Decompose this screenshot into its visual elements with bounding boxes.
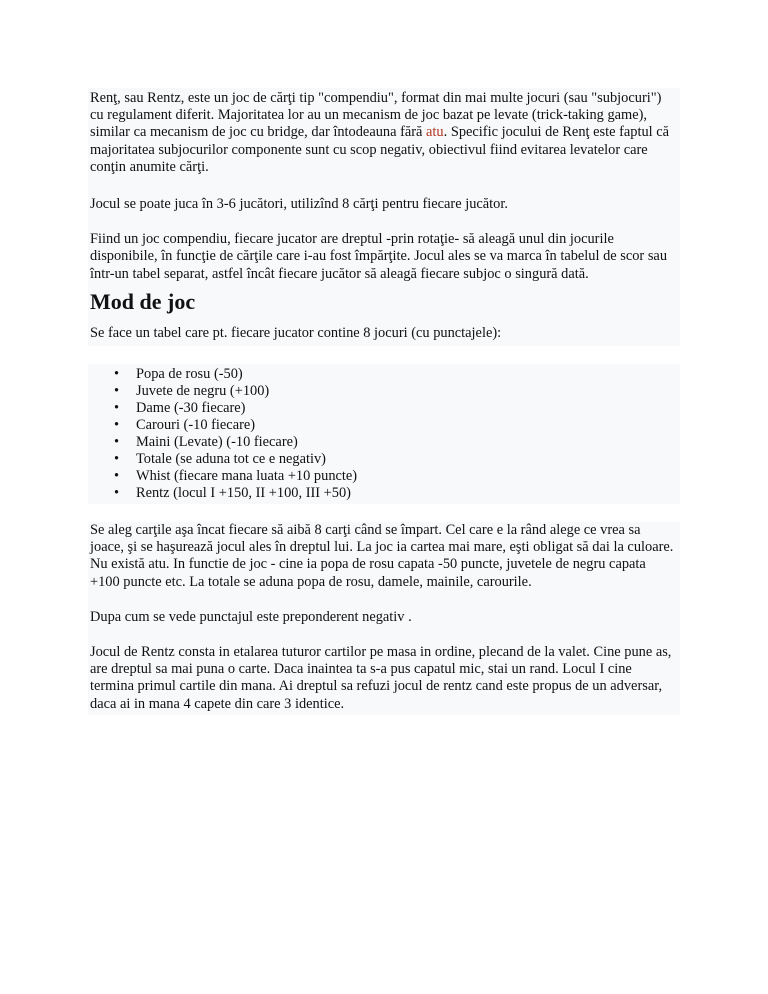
negative-note-paragraph: Dupa cum se vede punctajul este preponderent negativ .: [88, 609, 680, 626]
spacer: [88, 626, 680, 644]
games-list-wrapper: [88, 364, 680, 504]
intro-text-1: Renţ, sau Rentz, este un joc de cărţi tip "compendiu", format din mai multe jocuri (sau "subjocuri") cu regulament diferit. Majoritatea lor au un mecanism de joc bazat pe levate (trick-taking game), similar ca mecanism de joc cu bridge, dar întodeauna fără: [90, 90, 662, 141]
compendium-paragraph: Fiind un joc compendiu, fiecare jucator are dreptul -prin rotaţie- să aleagă unul din jocurile disponibile, în funcţie de cărţile care i-au fost împărţite. Jocul ales se va marca în tabelul de scor sau într-un tabel separat, astfel încât fiecare jucător să aleagă fiecare subjoc o singură dată.: [88, 231, 680, 283]
rentz-rules-paragraph: Jocul de Rentz consta in etalarea tuturor cartilor pe masa in ordine, plecand de la valet. Cine pune as, are dreptul sa mai puna o carte. Daca inaintea ta s-a pus capatul mic, stai un rand. Locul I cine termina primul cartile din mana. Ai dreptul sa refuzi jocul de rentz cand este propus de un adversar, daca ai in mana 4 capete din care 3 identice.: [88, 644, 680, 715]
list-item: • Maini (Levate) (-10 fiecare): [136, 434, 680, 451]
table-intro-paragraph: Se face un tabel care pt. fiecare jucator contine 8 jocuri (cu punctajele):: [88, 325, 680, 346]
spacer: [88, 178, 680, 196]
spacer: [88, 591, 680, 609]
rules-paragraph: Se aleg carţile aşa încat fiecare să aibă 8 carţi când se împart. Cel care e la rând alege ce vrea sa joace, şi se haşurează jocul ales în dreptul lui. La joc ia cartea mai mare, eşti obligat să dai la culoare. Nu există atu. In functie de joc - cine ia popa de rosu capata -50 puncte, juvetele de negru capata +100 puncte etc. La totale se aduna popa de rosu, damele, mainile, carourile.: [88, 522, 680, 591]
section-heading: Mod de joc: [88, 283, 680, 325]
document-page: [88, 88, 680, 715]
list-item: • Rentz (locul I +150, II +100, III +50): [136, 485, 680, 502]
games-list: [88, 366, 680, 502]
intro-paragraph: [88, 88, 680, 178]
intro-text-2: . Specific jocului de Renţ este faptul că majoritatea subjocurilor componente sunt cu scop negativ, obiectivul fiind evitarea levatelor care conţin anumite cărţi.: [90, 124, 670, 175]
list-item: • Juvete de negru (+100): [136, 383, 680, 400]
spacer: [88, 213, 680, 231]
atu-link[interactable]: atu: [426, 124, 444, 141]
players-paragraph: Jocul se poate juca în 3-6 jucători, utilizînd 8 cărţi pentru fiecare jucător.: [88, 196, 680, 213]
list-item: • Whist (fiecare mana luata +10 puncte): [136, 468, 680, 485]
spacer: [88, 504, 680, 522]
list-item: • Carouri (-10 fiecare): [136, 417, 680, 434]
list-item: • Totale (se aduna tot ce e negativ): [136, 451, 680, 468]
list-item: • Popa de rosu (-50): [136, 366, 680, 383]
list-item: • Dame (-30 fiecare): [136, 400, 680, 417]
